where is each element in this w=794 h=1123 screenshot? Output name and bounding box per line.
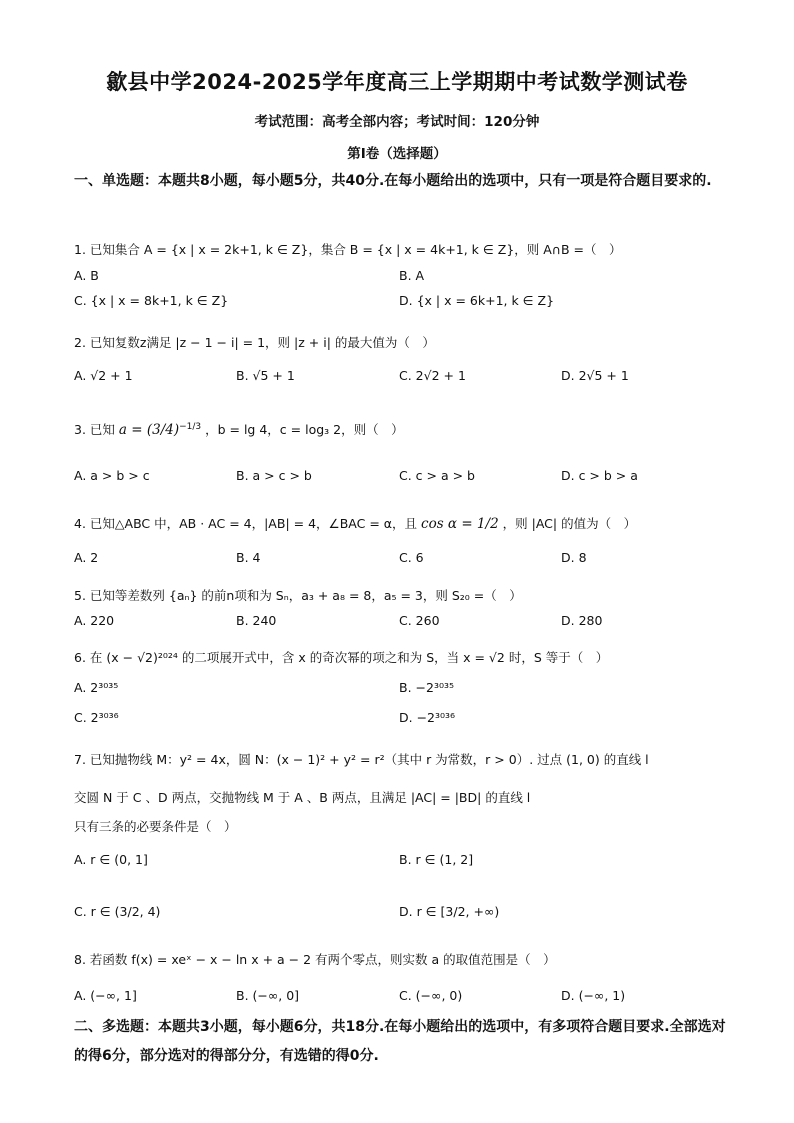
question-7-option-a: A. r ∈ (0, 1]	[74, 852, 148, 867]
exam-title: 歙县中学2024-2025学年度高三上学期期中考试数学测试卷	[106, 70, 688, 94]
section-multiple-choice-heading: 二、多选题：本题共3小题，每小题6分，共18分.在每小题给出的选项中，有多项符合题目要求.全部选对的得6分，部分选对的得部分分，有选错的得0分.	[74, 1019, 726, 1064]
question-6-option-a: A. 2³⁰³⁵	[74, 680, 119, 695]
question-7-option-d: D. r ∈ [3/2, +∞)	[399, 904, 500, 919]
question-5-option-c: C. 260	[399, 613, 440, 628]
question-1-stem: 1. 已知集合 A = {x | x = 2k+1, k ∈ Z}，集合 B = {x | x = 4k+1, k ∈ Z}，则 A∩B =（ ）	[74, 242, 622, 257]
question-5-option-a: A. 220	[74, 613, 115, 628]
question-3-suffix: ，b = lg 4，c = log₃ 2，则（ ）	[205, 422, 404, 437]
question-4-option-a: A. 2	[74, 550, 99, 565]
question-4-option-d: D. 8	[561, 550, 587, 565]
question-1-option-c: C. {x | x = 8k+1, k ∈ Z}	[74, 293, 229, 308]
question-6-stem: 6. 在 (x − √2)²⁰²⁴ 的二项展开式中，含 x 的奇次幂的项之和为 S，当 x = √2 时，S 等于（ ）	[74, 650, 609, 665]
question-7-option-b: B. r ∈ (1, 2]	[399, 852, 474, 867]
question-8-option-d: D. (−∞, 1)	[561, 988, 626, 1003]
question-3-option-a: A. a > b > c	[74, 468, 150, 483]
question-3-stem	[74, 420, 404, 438]
question-7-stem-line-3: 只有三条的必要条件是（ ）	[74, 819, 237, 834]
exam-info: 考试范围：高考全部内容；考试时间：120分钟	[254, 114, 540, 130]
question-3-a-expression: a = (3/4)	[118, 422, 180, 438]
question-3-prefix: 3. 已知	[74, 422, 115, 437]
question-8-option-c: C. (−∞, 0)	[399, 988, 463, 1003]
question-1-option-d: D. {x | x = 6k+1, k ∈ Z}	[399, 293, 555, 308]
question-8-option-b: B. (−∞, 0]	[236, 988, 300, 1003]
question-3-option-b: B. a > c > b	[236, 468, 312, 483]
question-3-a-exponent: −1/3	[179, 421, 202, 432]
question-6-option-b: B. −2³⁰³⁵	[399, 680, 454, 695]
question-1-option-b: B. A	[399, 268, 425, 283]
question-4-cos-condition: cos α = 1/2	[421, 516, 499, 532]
question-6-option-d: D. −2³⁰³⁶	[399, 710, 456, 725]
question-7-option-c: C. r ∈ (3/2, 4)	[74, 904, 161, 919]
question-2-option-d: D. 2√5 + 1	[561, 368, 629, 383]
question-7-stem-line-1: 7. 已知抛物线 M：y² = 4x，圆 N：(x − 1)² + y² = r²（其中 r 为常数，r > 0）. 过点 (1, 0) 的直线 l	[74, 752, 649, 767]
question-4-prefix: 4. 已知△ABC 中，AB · AC = 4，|AB| = 4，∠BAC = α，且	[74, 516, 418, 531]
question-3-option-c: C. c > a > b	[399, 468, 475, 483]
question-6-option-c: C. 2³⁰³⁶	[74, 710, 119, 725]
question-2-stem: 2. 已知复数z满足 |z − 1 − i| = 1，则 |z + i| 的最大值为（ ）	[74, 335, 435, 350]
question-4-stem	[74, 514, 636, 532]
volume-heading: 第I卷（选择题）	[347, 146, 447, 162]
question-7-stem-line-2: 交圆 N 于 C 、D 两点，交抛物线 M 于 A 、B 两点，且满足 |AC| = |BD| 的直线 l	[74, 790, 531, 805]
section-single-choice-heading: 一、单选题：本题共8小题，每小题5分，共40分.在每小题给出的选项中，只有一项是符合题目要求的.	[74, 173, 712, 189]
question-8-stem: 8. 若函数 f(x) = xeˣ − x − ln x + a − 2 有两个零点，则实数 a 的取值范围是（ ）	[74, 952, 556, 967]
question-2-option-b: B. √5 + 1	[236, 368, 295, 383]
question-5-stem: 5. 已知等差数列 {aₙ} 的前n项和为 Sₙ，a₃ + a₈ = 8，a₅ = 3，则 S₂₀ =（ ）	[74, 588, 522, 603]
question-1-option-a: A. B	[74, 268, 99, 283]
question-4-option-c: C. 6	[399, 550, 424, 565]
question-2-option-a: A. √2 + 1	[74, 368, 133, 383]
question-8-option-a: A. (−∞, 1]	[74, 988, 137, 1003]
question-4-suffix: ，则 |AC| 的值为（ ）	[502, 516, 637, 531]
question-2-option-c: C. 2√2 + 1	[399, 368, 466, 383]
question-3-option-d: D. c > b > a	[561, 468, 638, 483]
question-5-option-b: B. 240	[236, 613, 277, 628]
question-4-option-b: B. 4	[236, 550, 261, 565]
question-5-option-d: D. 280	[561, 613, 603, 628]
